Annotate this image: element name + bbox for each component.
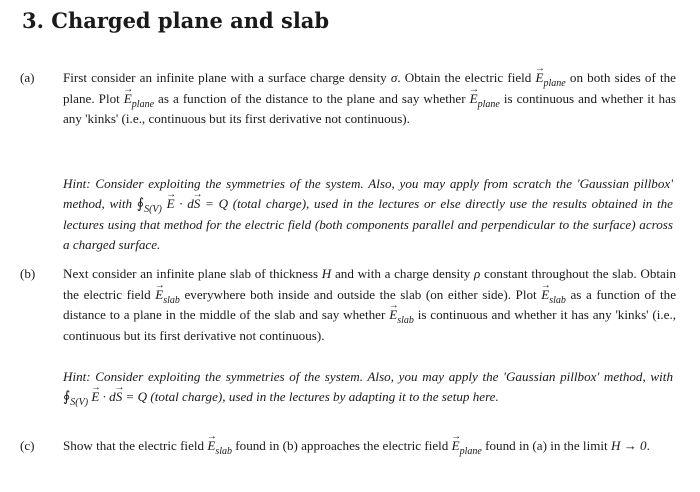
part-c-label: (c) [20, 438, 35, 453]
section-title: 3. Charged plane and slab [22, 8, 330, 33]
part-b-label: (b) [20, 266, 36, 281]
part-c-text: Show that the electric field → $E_{slab}$ found in (b) approaches the electric field → $E_{plane}$ found in (a) in the limit H → 0. [63, 436, 676, 457]
part-b-text: Next consider an infinite plane slab of thickness H and with a charge density ρ constant throughout the slab. Obtain the electric field → $E_{slab}$ everywhere both inside and outside the slab (on either side). Plot → $E_{slab}$ as a function of the distance to a plane in the middle of the slab and say whether → $E_{slab}$ is continuous and whether it has any 'kinks' (i.e., continuous but its first derivative not continuous). [63, 264, 676, 346]
part-c [20, 436, 676, 457]
part-b-hint: Hint: Consider exploiting the symmetries of the system. Also, you may apply the 'Gaussian pillbox' method, with $∮_{S(V)} \to E \cdot d\to S = Q$ (total charge), used in the lectures by adapting it to the setup here. [63, 367, 673, 408]
part-a-text: First consider an infinite plane with a surface charge density σ. Obtain the electric field → $E_{plane}$ on both sides of the plane. Plot → $E_{plane}$ as a function of the distance to the plane and say whether → $E_{plane}$ is continuous and whether it has any 'kinks' (i.e., continuous but its first derivative not continuous). [63, 68, 676, 130]
part-a-hint: Hint: Consider exploiting the symmetries of the system. Also, you may apply from scratch the 'Gaussian pillbox' method, with $∮_{S(V)} \to E \cdot d\to S = Q$ (total charge), used in the lectures or else directly use the results obtained in the lectures using that method for the electric field (both components parallel and perpendicular to the surface) across a charged surface. [63, 174, 673, 255]
part-a-label: (a) [20, 70, 35, 85]
part-b [20, 264, 676, 346]
part-a [20, 68, 676, 130]
